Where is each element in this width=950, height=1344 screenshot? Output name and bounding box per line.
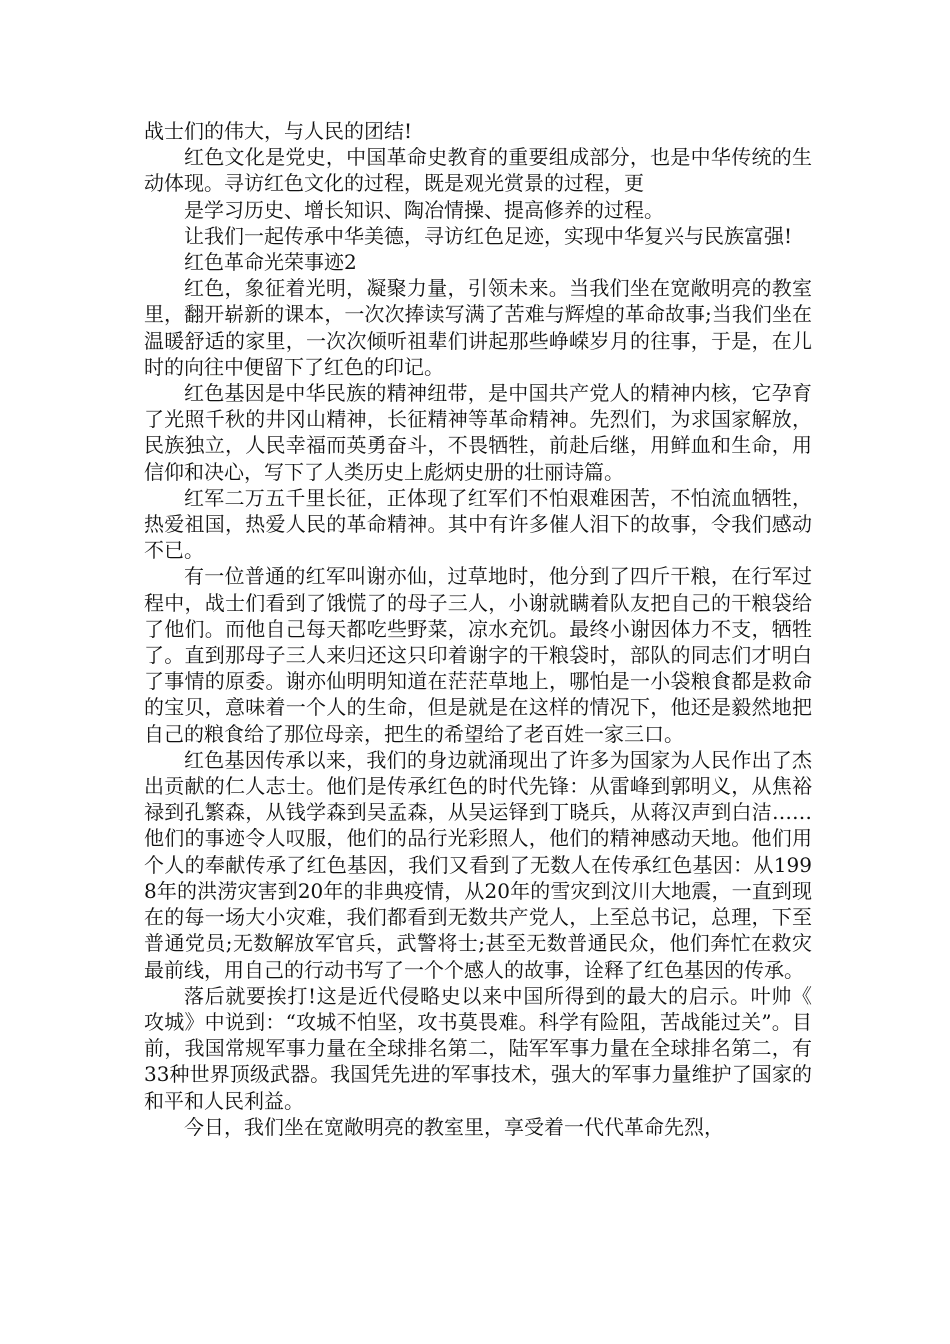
paragraph-7: 红军二万五千里长征，正体现了红军们不怕艰难困苦，不怕流血牺牲，热爱祖国，热爱人民的革命精神。其中有许多催人泪下的故事，令我们感动不已。 [144,485,812,563]
paragraph-5: 红色，象征着光明，凝聚力量，引领未来。当我们坐在宽敞明亮的教室里，翻开崭新的课本，一次次捧读写满了苦难与辉煌的革命故事;当我们坐在温暖舒适的家里，一次次倾听祖辈们讲起那些峥嵘岁月的往事，于是，在儿时的向往中便留下了红色的印记。 [144,276,812,379]
paragraph-6: 红色基因是中华民族的精神纽带，是中国共产党人的精神内核，它孕育了光照千秋的井冈山精神，长征精神等革命精神。先烈们，为求国家解放，民族独立，人民幸福而英勇奋斗，不畏牺牲，前赴后继，用鲜血和生命，用信仰和决心，写下了人类历史上彪炳史册的壮丽诗篇。 [144,381,812,484]
paragraph-1: 战士们的伟大，与人民的团结! [144,119,413,143]
paragraph-9: 红色基因传承以来，我们的身边就涌现出了许多为国家为人民作出了杰出贡献的仁人志士。他们是传承红色的时代先锋：从雷峰到郭明义，从焦裕禄到孔繁森，从钱学森到吴孟森，从吴运铎到丁晓兵，从蒋汉声到白洁……他们的事迹令人叹服，他们的品行光彩照人，他们的精神感动天地。他们用个人的奉献传承了红色基因，我们又看到了无数人在传承红色基因：从1998年的洪涝灾害到20年的非典疫情，从20年的雪灾到汶川大地震，一直到现在的每一场大小灾难，我们都看到无数共产党人，上至总书记，总理，下至普通党员;无数解放军官兵，武警将士;甚至无数普通民众，他们奔忙在救灾最前线，用自己的行动书写了一个个感人的故事，诠释了红色基因的传承。 [144,747,812,982]
paragraph-2: 红色文化是党史，中国革命史教育的重要组成部分，也是中华传统的生动体现。寻访红色文化的过程，既是观光赏景的过程，更 [144,145,812,196]
paragraph-8: 有一位普通的红军叫谢亦仙，过草地时，他分到了四斤干粮，在行军过程中，战士们看到了饿慌了的母子三人，小谢就瞒着队友把自己的干粮袋给了他们。而他自己每天都吃些野菜，凉水充饥。最终小谢因体力不支，牺牲了。直到那母子三人来归还这只印着谢字的干粮袋时，部队的同志们才明白了事情的原委。谢亦仙明明知道在茫茫草地上，哪怕是一小袋粮食都是救命的宝贝，意味着一个人的生命，但是就是在这样的情况下，他还是毅然地把自己的粮食给了那位母亲，把生的希望给了老百姓一家三口。 [144,564,812,746]
section-heading: 红色革命光荣事迹2 [184,250,357,275]
document-body [144,118,812,1140]
paragraph-3: 是学习历史、增长知识、陶冶情操、提高修养的过程。 [184,197,664,222]
paragraph-11: 今日，我们坐在宽敞明亮的教室里，享受着一代代革命先烈， [184,1114,724,1139]
paragraph-4: 让我们一起传承中华美德，寻访红色足迹，实现中华复兴与民族富强! [184,223,793,248]
paragraph-10: 落后就要挨打!这是近代侵略史以来中国所得到的最大的启示。叶帅《攻城》中说到：“攻城不怕坚，攻书莫畏难。科学有险阻，苦战能过关”。目前，我国常规军事力量在全球排名第二，陆军军事力量在全球排名第二，有33种世界顶级武器。我国凭先进的军事技术，强大的军事力量维护了国家的和平和人民利益。 [144,983,812,1113]
